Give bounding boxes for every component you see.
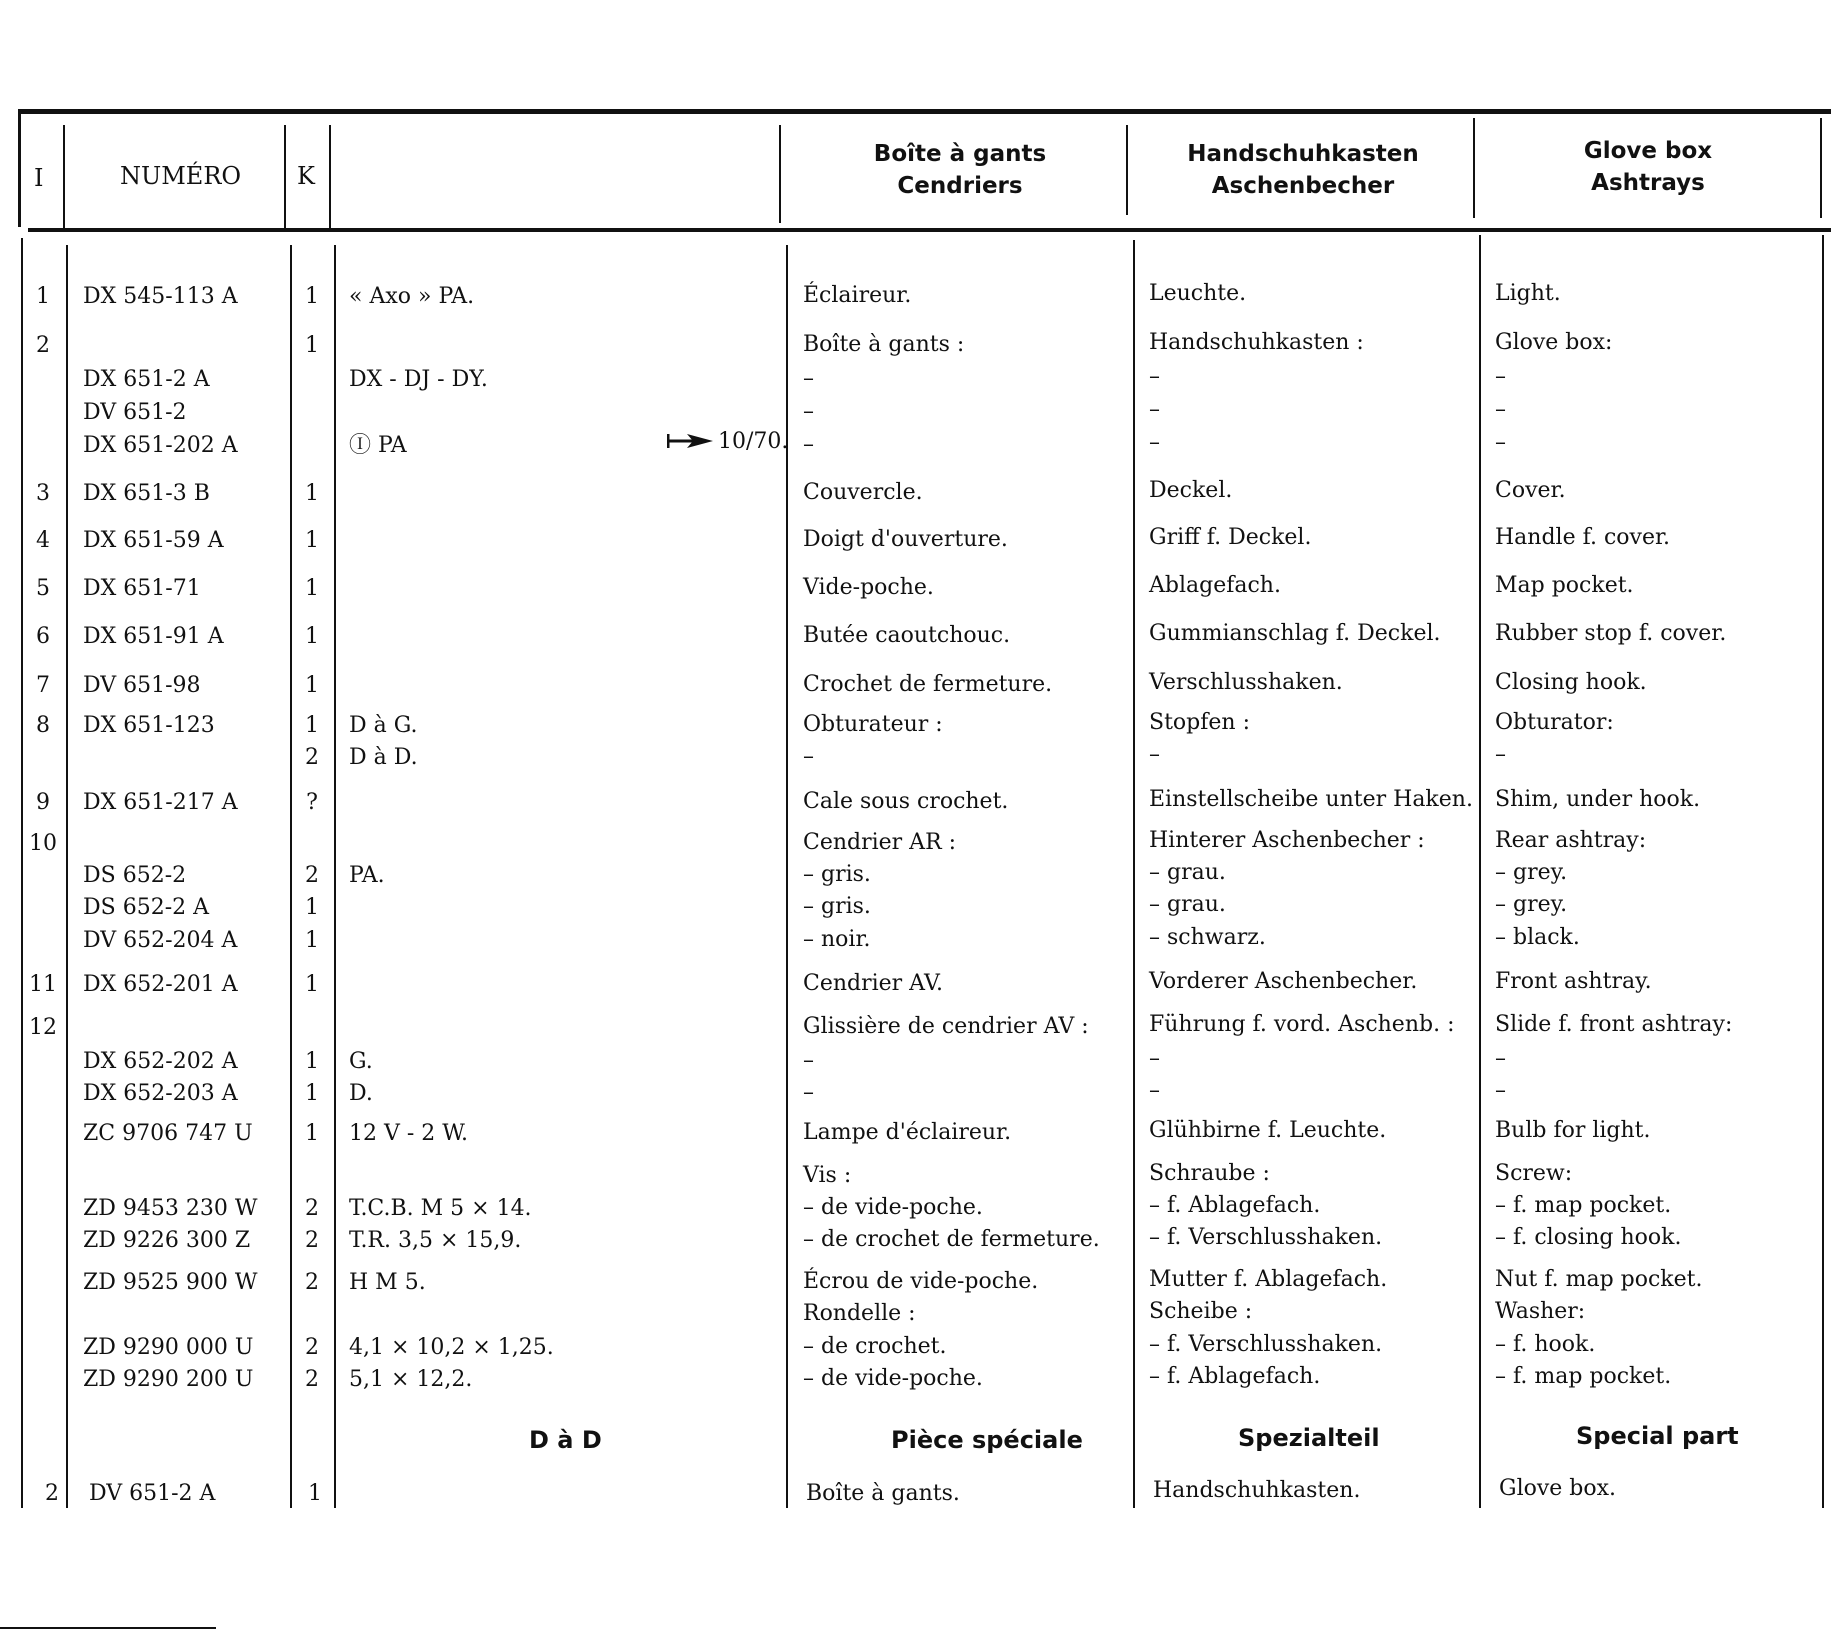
part-number: DX 651-123 [83,713,215,738]
quantity: ? [306,790,318,815]
desc-german: Leuchte. [1149,281,1247,306]
desc-german: Verschlusshaken. [1149,670,1343,695]
desc-french: Lampe d'éclaireur. [803,1120,1012,1145]
desc-english: – black. [1495,925,1580,950]
quantity: 1 [305,895,319,920]
row-index: 8 [36,713,50,738]
desc-english: – [1495,1046,1506,1071]
desc-french: – gris. [803,862,871,887]
desc-german: Deckel. [1149,478,1233,503]
desc-english: – [1495,430,1506,455]
desc-english: Bulb for light. [1495,1118,1651,1143]
desc-english: Front ashtray. [1495,969,1652,994]
quantity: 1 [305,972,319,997]
part-number: DX 545-113 A [83,284,238,309]
desc-french: Vis : [803,1163,852,1188]
quantity: 2 [305,863,319,888]
desc-french: – de vide-poche. [803,1366,983,1391]
desc-french: Obturateur : [803,712,943,737]
quantity: 2 [305,1270,319,1295]
special-row-number: DV 651-2 A [89,1481,216,1506]
desc-french: Cale sous crochet. [803,789,1009,814]
special-row-quantity: 1 [308,1481,322,1506]
header-de-line-1: Handschuhkasten [1187,141,1419,167]
note: PA. [349,863,385,888]
desc-german: Glühbirne f. Leuchte. [1149,1118,1387,1143]
part-number: DX 652-203 A [83,1081,238,1106]
desc-english: – [1495,1078,1506,1103]
desc-french: Vide-poche. [803,575,934,600]
part-number: ZD 9226 300 Z [83,1228,251,1253]
desc-german: – [1149,1078,1160,1103]
desc-french: – noir. [803,927,871,952]
part-number: DX 651-217 A [83,790,238,815]
header-en [1485,135,1811,199]
desc-french: – [803,399,814,424]
desc-french: Écrou de vide-poche. [803,1269,1039,1294]
desc-english: Washer: [1495,1299,1586,1324]
desc-german: – grau. [1149,860,1226,885]
desc-french: Cendrier AR : [803,830,957,855]
desc-english: Obturator: [1495,710,1614,735]
desc-german: – f. Verschlusshaken. [1149,1225,1383,1250]
special-de: Spezialteil [1238,1424,1380,1452]
header-bottom-rule [28,228,1831,232]
row-index: 5 [36,576,50,601]
note: H M 5. [349,1270,426,1295]
quantity: 1 [305,928,319,953]
desc-french: Boîte à gants : [803,332,965,357]
desc-german: Einstellscheibe unter Haken. [1149,787,1473,812]
header-col-i: I [34,164,44,192]
header-divider-1 [18,114,21,227]
desc-german: Gummianschlag f. Deckel. [1149,621,1441,646]
desc-french: – [803,744,814,769]
row-index: 1 [36,284,50,309]
special-row-en: Glove box. [1499,1476,1617,1501]
special-fr: Pièce spéciale [891,1426,1083,1454]
desc-french: Cendrier AV. [803,971,944,996]
desc-english: Glove box: [1495,330,1613,355]
header-divider-8 [1820,118,1822,218]
part-number: DX 651-91 A [83,624,224,649]
desc-german: Schraube : [1149,1161,1270,1186]
quantity: 1 [305,1121,319,1146]
header-fr-line-2: Cendriers [897,173,1023,199]
desc-german: Ablagefach. [1149,573,1281,598]
desc-german: – [1149,742,1160,767]
note: G. [349,1049,373,1074]
header-col-numero: NUMÉRO [120,162,242,190]
note: 4,1 × 10,2 × 1,25. [349,1335,554,1360]
part-number: DV 652-204 A [83,928,238,953]
part-number: DX 651-71 [83,576,201,601]
desc-english: Handle f. cover. [1495,525,1671,550]
header-en-line-1: Glove box [1583,138,1713,164]
note: 12 V - 2 W. [349,1121,469,1146]
quantity: 1 [305,1049,319,1074]
quantity: 1 [305,1081,319,1106]
part-number: DV 651-98 [83,673,201,698]
desc-english: – f. closing hook. [1495,1225,1682,1250]
special-en: Special part [1576,1422,1739,1450]
desc-english: Slide f. front ashtray: [1495,1012,1733,1037]
part-number: ZC 9706 747 U [83,1121,253,1146]
desc-german: – f. Verschlusshaken. [1149,1332,1383,1357]
desc-english: – f. map pocket. [1495,1193,1672,1218]
row-index: 11 [29,972,57,997]
special-row-index: 2 [45,1481,59,1506]
desc-french: – gris. [803,894,871,919]
note: DX - DJ - DY. [349,367,488,392]
desc-english: Screw: [1495,1161,1573,1186]
quantity: 1 [305,673,319,698]
special-row-fr: Boîte à gants. [806,1481,960,1506]
desc-german: – [1149,364,1160,389]
body-divider-2 [66,245,68,1508]
header-col-k: K [297,162,315,190]
desc-german: Handschuhkasten : [1149,330,1364,355]
part-number: DX 651-2 A [83,367,210,392]
arrow-right-icon [667,431,715,451]
desc-french: Butée caoutchouc. [803,623,1011,648]
desc-german: – [1149,1046,1160,1071]
header-divider-6 [1126,125,1128,215]
footer-rule [0,1627,216,1629]
special-row-de: Handschuhkasten. [1153,1478,1361,1503]
desc-german: – [1149,397,1160,422]
desc-german: Führung f. vord. Aschenb. : [1149,1012,1455,1037]
quantity: 1 [305,284,319,309]
quantity: 1 [305,576,319,601]
desc-french: – de crochet de fermeture. [803,1227,1100,1252]
row-index: 2 [36,333,50,358]
desc-german: Vorderer Aschenbecher. [1149,969,1418,994]
desc-english: – [1495,742,1506,767]
header-divider-4 [329,125,331,230]
desc-french: Doigt d'ouverture. [803,527,1008,552]
part-number: DX 651-59 A [83,528,224,553]
quantity: 2 [305,745,319,770]
special-note: D à D [529,1426,602,1454]
header-divider-7 [1473,118,1475,218]
note: D. [349,1081,373,1106]
desc-german: Scheibe : [1149,1299,1253,1324]
quantity: 2 [305,1196,319,1221]
desc-french: – de crochet. [803,1334,947,1359]
row-index: 6 [36,624,50,649]
desc-german: Stopfen : [1149,710,1250,735]
header-de [1140,138,1466,202]
part-number: ZD 9290 000 U [83,1335,254,1360]
note: T.R. 3,5 × 15,9. [349,1228,522,1253]
quantity: 1 [305,528,319,553]
part-number: DX 652-201 A [83,972,238,997]
desc-english: – f. hook. [1495,1332,1596,1357]
desc-french: – [803,1048,814,1073]
part-number: ZD 9453 230 W [83,1196,258,1221]
part-number: ZD 9290 200 U [83,1367,254,1392]
part-number: DV 651-2 [83,400,187,425]
note: « Axo » PA. [349,284,475,309]
body-divider-3 [290,245,292,1508]
row-index: 9 [36,790,50,815]
desc-german: Mutter f. Ablagefach. [1149,1267,1388,1292]
row-index: 7 [36,673,50,698]
desc-english: Light. [1495,281,1561,306]
desc-english: Cover. [1495,478,1566,503]
desc-french: – [803,366,814,391]
body-divider-4 [334,245,336,1508]
desc-english: – grey. [1495,892,1568,917]
desc-english: – grey. [1495,860,1568,885]
desc-english: – [1495,397,1506,422]
note: 5,1 × 12,2. [349,1367,473,1392]
body-divider-1 [21,238,23,1508]
header-de-line-2: Aschenbecher [1211,173,1395,199]
desc-german: Griff f. Deckel. [1149,525,1312,550]
desc-german: – f. Ablagefach. [1149,1193,1321,1218]
quantity: 1 [305,624,319,649]
note: T.C.B. M 5 × 14. [349,1196,532,1221]
quantity: 2 [305,1335,319,1360]
part-number: DS 652-2 A [83,895,210,920]
header-en-line-2: Ashtrays [1591,170,1705,196]
quantity: 2 [305,1367,319,1392]
body-divider-6 [1133,240,1135,1508]
desc-english: Nut f. map pocket. [1495,1267,1703,1292]
desc-french: Crochet de fermeture. [803,672,1053,697]
effective-date: 10/70. [718,429,789,454]
desc-french: Glissière de cendrier AV : [803,1014,1089,1039]
note: Ⓘ PA [349,433,407,458]
row-index: 10 [29,831,57,856]
desc-french: – de vide-poche. [803,1195,983,1220]
row-index: 3 [36,481,50,506]
header-divider-5 [779,125,781,223]
part-number: DX 651-202 A [83,433,238,458]
quantity: 1 [305,713,319,738]
desc-french: – [803,1080,814,1105]
row-index: 4 [36,528,50,553]
top-rule [18,109,1831,114]
desc-french: Rondelle : [803,1301,916,1326]
part-number: DS 652-2 [83,863,187,888]
desc-english: Rear ashtray: [1495,828,1647,853]
header-divider-2 [63,125,65,230]
header-divider-3 [284,125,286,230]
desc-english: Map pocket. [1495,573,1634,598]
desc-german: – grau. [1149,892,1226,917]
desc-german: – [1149,430,1160,455]
header-fr-line-1: Boîte à gants [873,141,1047,167]
quantity: 1 [305,333,319,358]
body-divider-8 [1822,235,1824,1508]
desc-french: Couvercle. [803,480,923,505]
body-divider-7 [1479,235,1481,1508]
desc-english: – f. map pocket. [1495,1364,1672,1389]
desc-german: Hinterer Aschenbecher : [1149,828,1425,853]
desc-german: – f. Ablagefach. [1149,1364,1321,1389]
desc-french: Éclaireur. [803,283,912,308]
desc-english: Closing hook. [1495,670,1647,695]
desc-english: – [1495,364,1506,389]
header-fr [800,138,1120,202]
part-number: ZD 9525 900 W [83,1270,258,1295]
row-index: 12 [29,1015,57,1040]
part-number: DX 652-202 A [83,1049,238,1074]
note: D à D. [349,745,418,770]
quantity: 1 [305,481,319,506]
desc-german: – schwarz. [1149,925,1266,950]
part-number: DX 651-3 B [83,481,210,506]
desc-french: – [803,432,814,457]
note: D à G. [349,713,418,738]
quantity: 2 [305,1228,319,1253]
desc-english: Rubber stop f. cover. [1495,621,1727,646]
desc-english: Shim, under hook. [1495,787,1701,812]
